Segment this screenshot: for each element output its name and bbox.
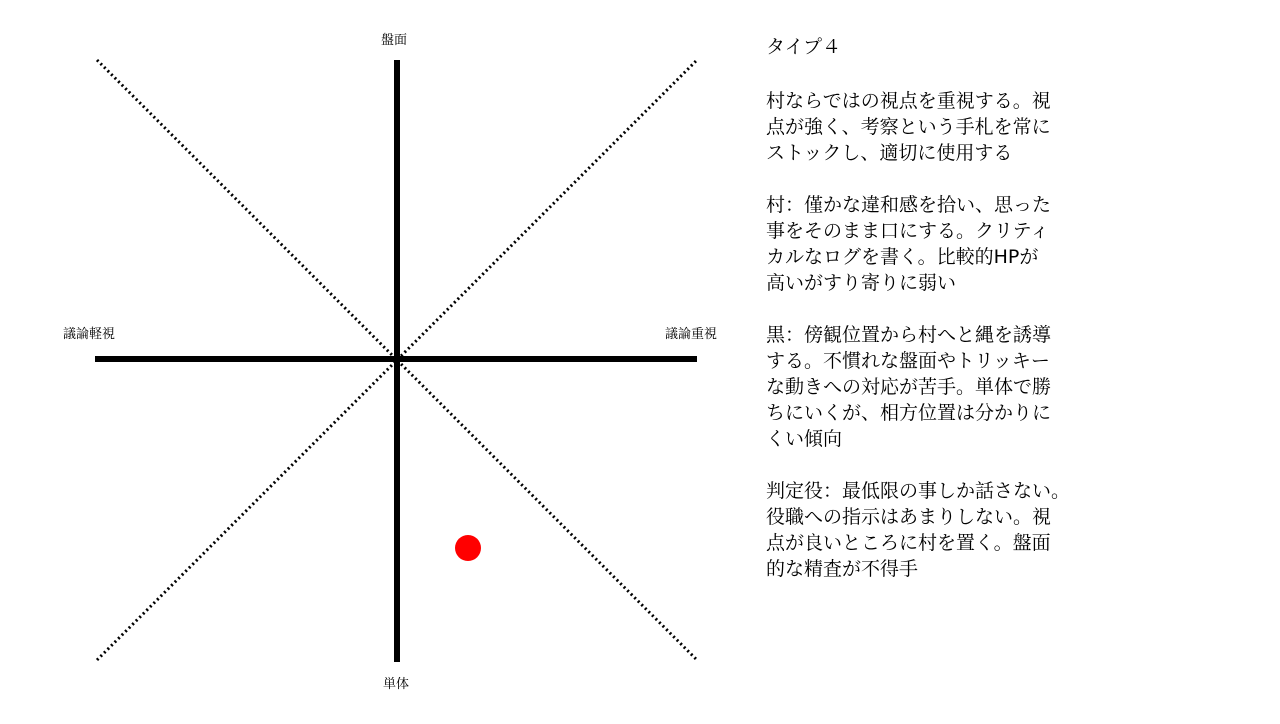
seer-paragraph: 判定役：最低限の事しか話さない。 役職への指示はあまりしない。視 点が良いところに村を置く。盤面 的な精査が不得手 xyxy=(766,480,1071,580)
type-title: タイプ４ xyxy=(766,36,842,58)
description-panel xyxy=(766,34,1186,608)
position-marker xyxy=(455,535,481,561)
axis-label-left: 議論軽視 xyxy=(63,327,116,342)
village-paragraph: 村：僅かな違和感を拾い、思った 事をそのまま口にする。クリティ カルなログを書く。比較的HPが 高いがすり寄りに弱い xyxy=(766,194,1052,294)
axis-label-bottom: 単体 xyxy=(383,677,410,692)
summary-paragraph: 村ならではの視点を重視する。視 点が強く、考察という手札を常に ストックし、適切に使用する xyxy=(766,90,1051,164)
black-paragraph: 黒：傍観位置から村へと縄を誘導 する。不慣れな盤面やトリッキー な動きへの対応が苦手。単体で勝 ちにいくが、相方位置は分かりに くい傾向 xyxy=(766,324,1052,450)
axis-label-top: 盤面 xyxy=(381,33,408,48)
axis-label-right: 議論重視 xyxy=(665,327,718,342)
